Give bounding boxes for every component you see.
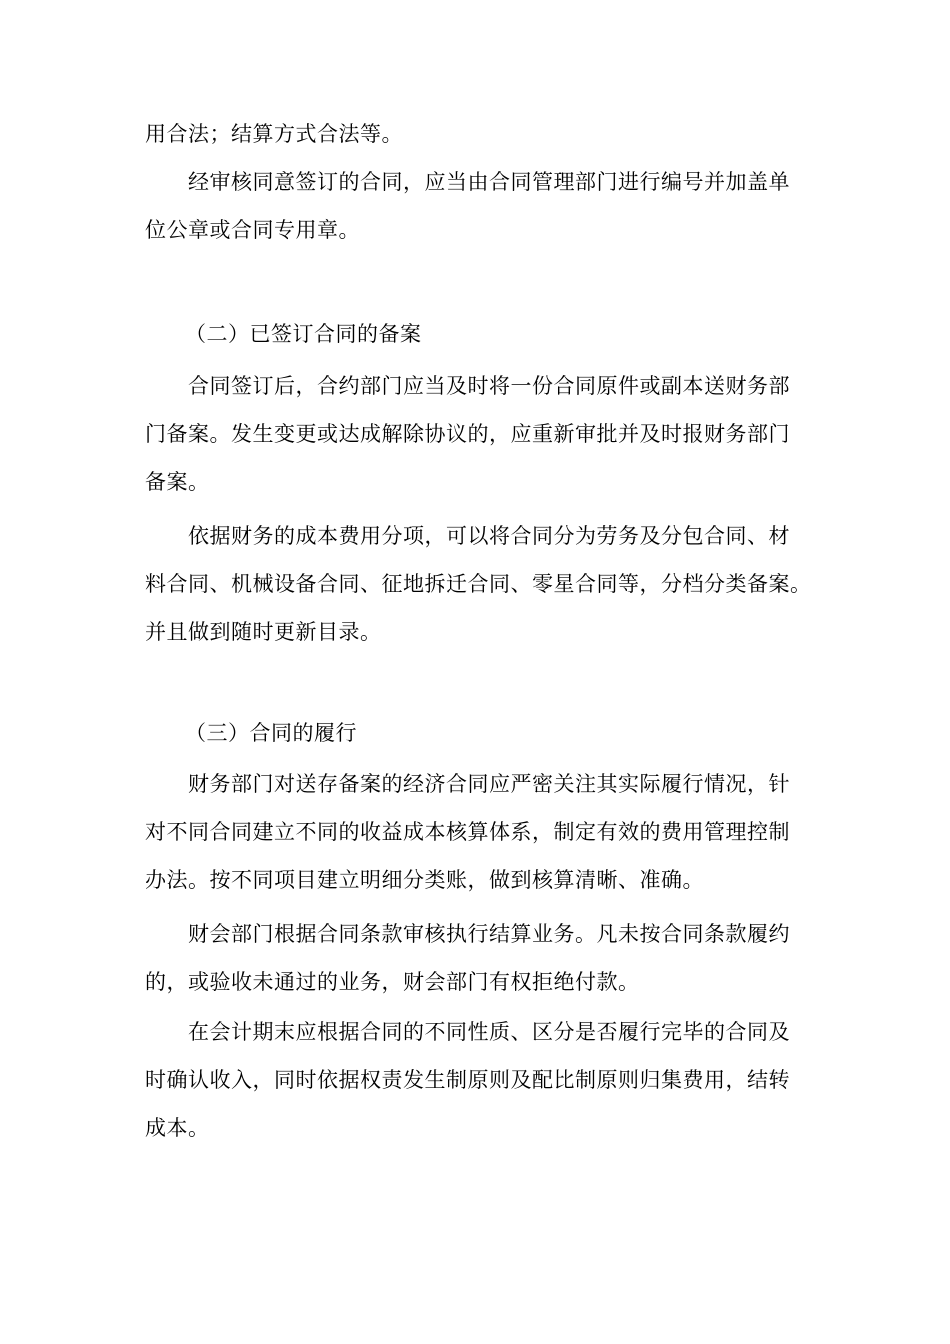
paragraph-line: 的，或验收未通过的业务，财会部门有权拒绝付款。 xyxy=(145,970,640,994)
paragraph-contract-numbering xyxy=(145,158,815,254)
paragraph-line: 合同签订后，合约部门应当及时将一份合同原件或副本送财务部 xyxy=(188,374,790,398)
paragraph-line: 依据财务的成本费用分项，可以将合同分为劳务及分包合同、材 xyxy=(188,524,790,548)
paragraph-performance-monitoring xyxy=(145,760,815,904)
paragraph-period-end xyxy=(145,1008,815,1152)
paragraph-line: 成本。 xyxy=(145,1116,210,1140)
paragraph-line: 并且做到随时更新目录。 xyxy=(145,620,382,644)
paragraph-line: 门备案。发生变更或达成解除协议的，应重新审批并及时报财务部门 xyxy=(145,422,790,446)
section-heading: （二）已签订合同的备案 xyxy=(185,322,422,346)
paragraph-line: 时确认收入，同时依据权责发生制原则及配比制原则归集费用，结转 xyxy=(145,1068,790,1092)
paragraph-classification xyxy=(145,512,815,656)
paragraph-line: 料合同、机械设备合同、征地拆迁合同、零星合同等，分档分类备案。 xyxy=(145,572,812,596)
paragraph-line: 对不同合同建立不同的收益成本核算体系，制定有效的费用管理控制 xyxy=(145,820,790,844)
section-heading: （三）合同的履行 xyxy=(185,721,357,745)
section-heading-filing xyxy=(145,310,815,358)
paragraph-line: 财务部门对送存备案的经济合同应严密关注其实际履行情况，针 xyxy=(188,772,790,796)
section-heading-performance xyxy=(145,709,815,757)
paragraph-line: 位公章或合同专用章。 xyxy=(145,218,360,242)
paragraph-continuation xyxy=(145,110,815,158)
paragraph-line: 财会部门根据合同条款审核执行结算业务。凡未按合同条款履约 xyxy=(188,922,790,946)
paragraph-settlement-review xyxy=(145,910,815,1006)
paragraph-line: 备案。 xyxy=(145,470,210,494)
paragraph-line: 在会计期末应根据合同的不同性质、区分是否履行完毕的合同及 xyxy=(188,1020,790,1044)
paragraph-filing-after-signing xyxy=(145,362,815,506)
paragraph-line: 用合法；结算方式合法等。 xyxy=(145,122,403,146)
paragraph-line: 办法。按不同项目建立明细分类账，做到核算清晰、准确。 xyxy=(145,868,704,892)
paragraph-line: 经审核同意签订的合同，应当由合同管理部门进行编号并加盖单 xyxy=(188,170,790,194)
